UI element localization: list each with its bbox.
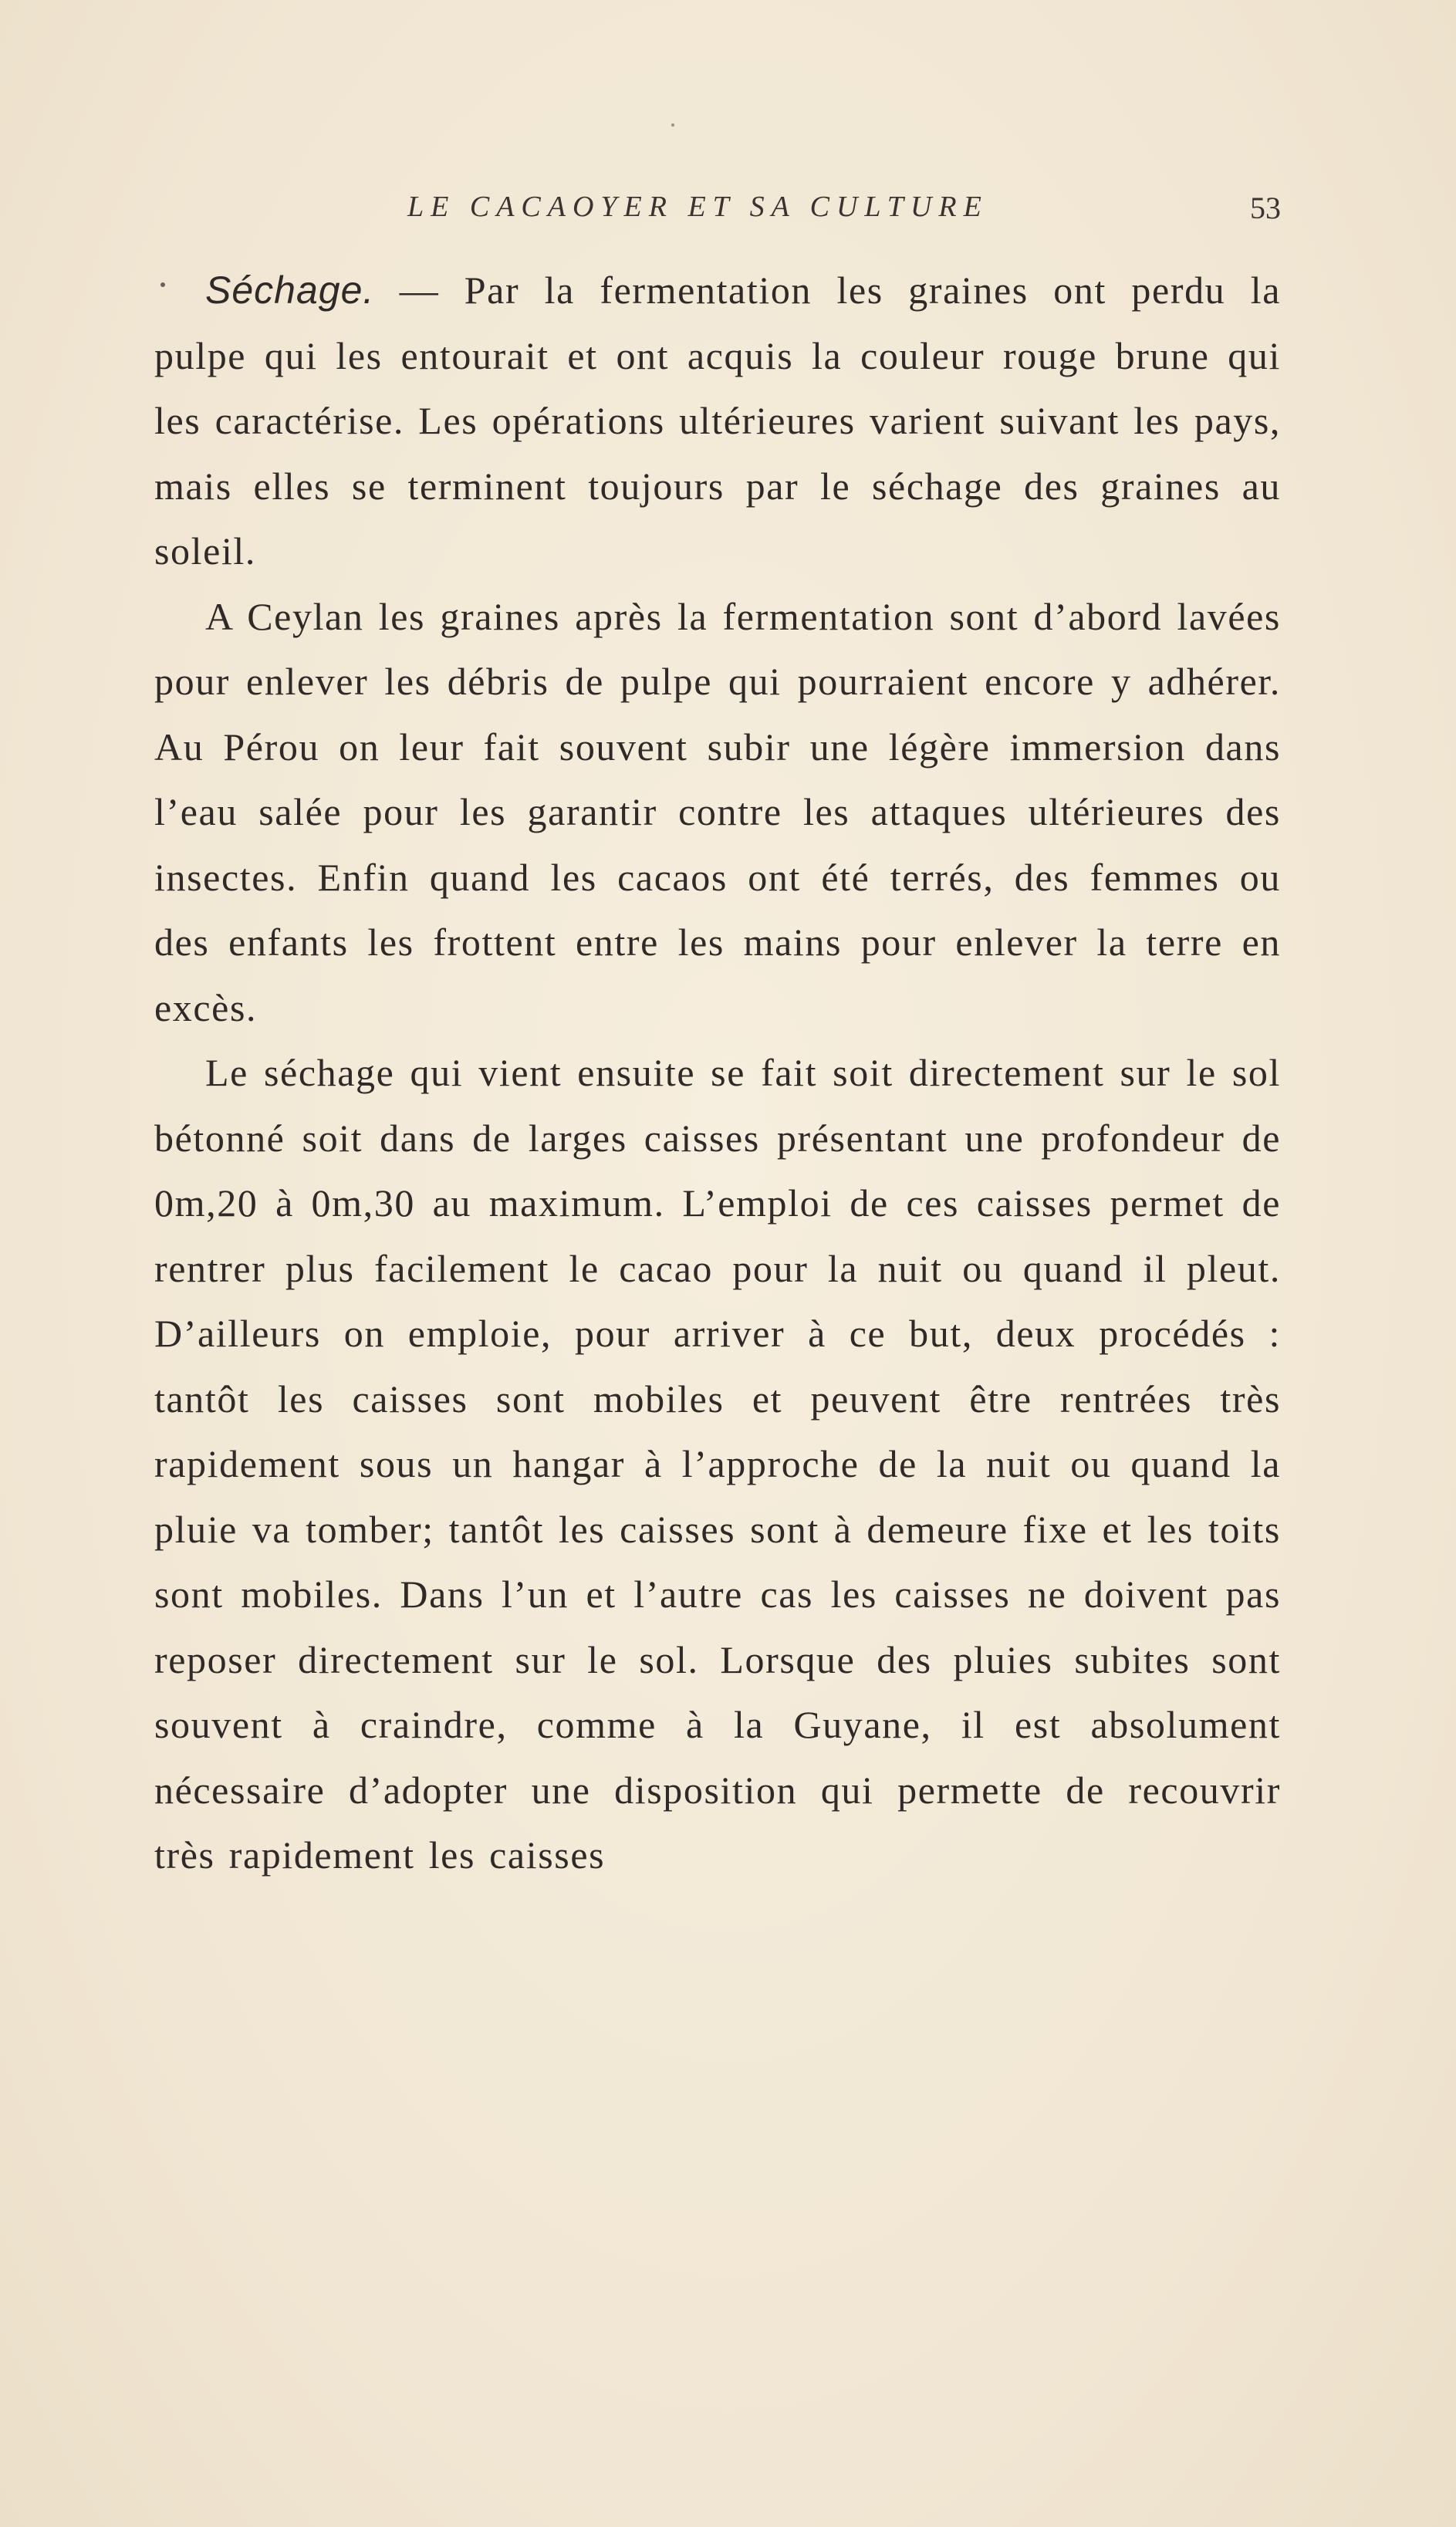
paragraph-ceylan — [154, 584, 1281, 1041]
page-header — [160, 190, 1281, 236]
paragraph-sechage — [154, 258, 1281, 584]
paragraph-text: A Ceylan les graines après la fermentation sont d’abord lavées pour enlever les débris de pulpe qui pourraient encore y adhérer. Au Pérou on leur fait souvent subir une légère immersion dans l’eau salée pour les garantir contre les attaques ultérieures des insectes. Enfin quand les cacaos ont été terrés, des femmes ou des enfants les frottent entre les mains pour enlever la terre en excès. — [154, 594, 1281, 1029]
speck-mark — [671, 123, 674, 127]
paragraph-sechage-caisses — [154, 1040, 1281, 1888]
running-title: LE CACAOYER ET SA CULTURE — [407, 191, 988, 223]
page-number: 53 — [1250, 191, 1281, 225]
body-text — [154, 258, 1281, 1888]
paragraph-text: Le séchage qui vient ensuite se fait soit directement sur le sol bétonné soit dans de larges caisses présentant une profondeur de 0m,20 à 0m,30 au maximum. L’emploi de ces caisses permet de rentrer plus facilement le cacao pour la nuit ou quand il pleut. D’ailleurs on emploie, pour arriver à ce but, deux procédés : tantôt les caisses sont mobiles et peuvent être rentrées très rapidement sous un hangar à l’approche de la nuit ou quand la pluie va tomber; tantôt les caisses sont à demeure fixe et les toits sont mobiles. Dans l’un et l’autre cas les caisses ne doivent pas reposer directement sur le sol. Lorsque des pluies subites sont souvent à craindre, comme à la Guyane, il est absolument nécessaire d’adopter une disposition qui permette de recouvrir très rapidement les caisses — [154, 1051, 1281, 1877]
paragraph-text: — Par la fermentation les graines ont perdu la pulpe qui les entourait et ont acquis la couleur rouge brune qui les caractérise. Les opérations ultérieures varient suivant les pays, mais elles se terminent toujours par le séchage des graines au soleil. — [154, 269, 1281, 573]
section-heading: Séchage. — [205, 269, 375, 312]
